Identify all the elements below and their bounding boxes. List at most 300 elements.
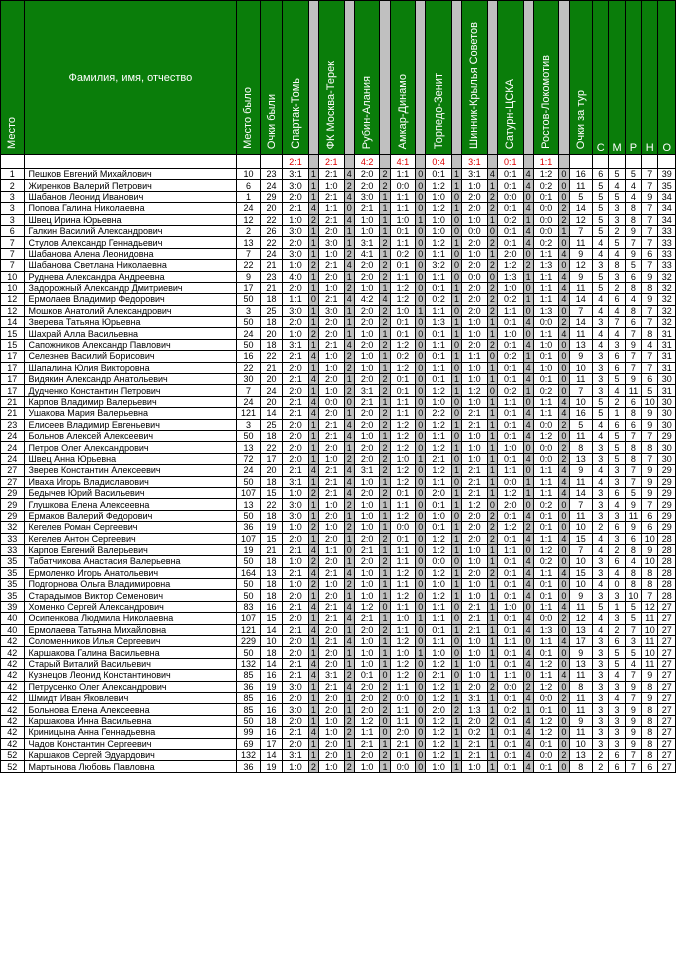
cell-pred-7: 2:0: [497, 499, 523, 510]
cell-pts-3: 1: [380, 476, 390, 487]
table-row: [1, 715, 676, 726]
cell-points-before: 18: [260, 590, 283, 601]
cell-pred-8: 0:2: [533, 237, 559, 248]
cell-m: 3: [609, 271, 625, 282]
cell-place-before: 121: [237, 624, 261, 635]
cell-points-before: 23: [260, 169, 283, 180]
cell-pred-7: 0:1: [497, 567, 523, 578]
cell-pred-3: 2:0: [354, 681, 380, 692]
cell-s: 4: [593, 419, 609, 430]
cell-pts-3: 2: [380, 533, 390, 544]
cell-o: 28: [658, 590, 676, 601]
cell-pts-2: 2: [344, 282, 354, 293]
cell-pts-8: 2: [559, 214, 569, 225]
cell-pred-4: 0:0: [390, 761, 416, 772]
cell-pts-7: 2: [523, 681, 533, 692]
cell-pred-4: 1:0: [390, 613, 416, 624]
cell-pred-3: 1:0: [354, 567, 380, 578]
cell-pred-4: 1:2: [390, 282, 416, 293]
cell-pts-2: 2: [344, 761, 354, 772]
cell-o: 27: [658, 624, 676, 635]
cell-r: 6: [625, 271, 641, 282]
cell-points-before: 18: [260, 476, 283, 487]
cell-o: 27: [658, 601, 676, 612]
cell-n: 7: [642, 351, 658, 362]
cell-pred-6: 2:0: [462, 191, 488, 202]
cell-pred-7: 0:1: [497, 430, 523, 441]
cell-pts-3: 1: [380, 738, 390, 749]
cell-pred-2: 2:1: [319, 294, 345, 305]
cell-pred-6: 2:0: [462, 533, 488, 544]
cell-place-before: 2: [237, 225, 261, 236]
table-row: [1, 419, 676, 430]
cell-pts-8: 4: [559, 396, 569, 407]
cell-pred-8: 1:1: [533, 396, 559, 407]
table-row: [1, 351, 676, 362]
cell-pred-4: 0:1: [390, 328, 416, 339]
cell-pred-1: 2:0: [283, 362, 309, 373]
cell-pred-8: 0:0: [533, 225, 559, 236]
cell-pred-1: 1:0: [283, 522, 309, 533]
table-row: [1, 271, 676, 282]
cell-n: 5: [642, 385, 658, 396]
cell-pred-1: 2:1: [283, 567, 309, 578]
cell-pts-8: 0: [559, 704, 569, 715]
cell-pts-6: 1: [487, 727, 497, 738]
cell-pts-6: 1: [487, 374, 497, 385]
cell-pts-8: 0: [559, 556, 569, 567]
cell-m: 5: [609, 430, 625, 441]
cell-pred-5: 0:1: [426, 282, 452, 293]
cell-pred-1: 3:1: [283, 476, 309, 487]
cell-pred-6: 1:0: [462, 214, 488, 225]
cell-name: Ермолаева Татьяна Михайловна: [24, 624, 237, 635]
cell-pred-7: 1:1: [497, 305, 523, 316]
cell-pred-2: 2:0: [319, 510, 345, 521]
cell-points-before: 18: [260, 647, 283, 658]
cell-name: Шмидт Иван Яковлевич: [24, 692, 237, 703]
cell-points-before: 18: [260, 339, 283, 350]
cell-pts-1: 1: [308, 715, 318, 726]
cell-n: 11: [642, 613, 658, 624]
cell-pts-5: 0: [451, 453, 461, 464]
cell-pts-3: 1: [380, 613, 390, 624]
cell-pred-3: 1:0: [354, 658, 380, 669]
cell-place: 52: [1, 749, 25, 760]
cell-pred-2: 2:0: [319, 271, 345, 282]
cell-pts-8: 0: [559, 260, 569, 271]
table-row: [1, 544, 676, 555]
cell-points-before: 16: [260, 727, 283, 738]
cell-pred-8: 0:0: [533, 317, 559, 328]
cell-pred-4: 1:0: [390, 647, 416, 658]
cell-pred-3: 1:0: [354, 510, 380, 521]
header-match-6: Шинник-Крылья Советов: [462, 1, 488, 155]
cell-pts-8: 0: [559, 499, 569, 510]
cell-pred-2: 2:1: [319, 214, 345, 225]
cell-name: Швец Ирина Юрьевна: [24, 214, 237, 225]
cell-pts-3: 1: [380, 567, 390, 578]
cell-pts-5: 1: [451, 727, 461, 738]
cell-place: 42: [1, 636, 25, 647]
cell-pts-3: 2: [380, 385, 390, 396]
cell-pts-4: 0: [416, 590, 426, 601]
cell-pred-5: 1:2: [426, 533, 452, 544]
cell-place: 35: [1, 579, 25, 590]
cell-pred-1: 2:0: [283, 533, 309, 544]
cell-pred-2: 1:0: [319, 522, 345, 533]
cell-pts-7: 1: [523, 271, 533, 282]
table-row: [1, 408, 676, 419]
cell-pred-6: 1:0: [462, 647, 488, 658]
cell-pred-3: 4:2: [354, 294, 380, 305]
cell-pts-4: 0: [416, 658, 426, 669]
cell-pts-6: 1: [487, 670, 497, 681]
cell-n: 7: [642, 362, 658, 373]
cell-points-before: 20: [260, 396, 283, 407]
cell-o: 33: [658, 260, 676, 271]
cell-pts-2: 4: [344, 601, 354, 612]
cell-name: Осипенкова Людмила Николаевна: [24, 613, 237, 624]
cell-pred-6: 1:0: [462, 636, 488, 647]
cell-pts-2: 1: [344, 237, 354, 248]
cell-r: 9: [625, 225, 641, 236]
cell-pred-5: 1:2: [426, 180, 452, 191]
results-row: [1, 155, 676, 169]
cell-place-before: 12: [237, 214, 261, 225]
header-place-before: Место было: [237, 1, 261, 155]
cell-pred-1: 2:1: [283, 465, 309, 476]
cell-pred-5: 1:2: [426, 692, 452, 703]
table-row: [1, 601, 676, 612]
cell-n: 9: [642, 271, 658, 282]
cell-pts-5: 0: [451, 191, 461, 202]
cell-name: Старый Виталий Васильевич: [24, 658, 237, 669]
cell-place: 35: [1, 567, 25, 578]
cell-r: 8: [625, 408, 641, 419]
cell-pred-5: 1:0: [426, 225, 452, 236]
cell-m: 2: [609, 544, 625, 555]
cell-pts-4: 1: [416, 613, 426, 624]
cell-pred-3: 2:0: [354, 419, 380, 430]
cell-pred-5: 1:2: [426, 738, 452, 749]
cell-pred-3: 2:0: [354, 374, 380, 385]
cell-pred-2: 1:0: [319, 727, 345, 738]
cell-pred-3: 2:0: [354, 704, 380, 715]
cell-pred-5: 1:2: [426, 590, 452, 601]
cell-pts-1: 4: [308, 351, 318, 362]
cell-place-before: 132: [237, 658, 261, 669]
cell-name: Задорожный Александр Дмитриевич: [24, 282, 237, 293]
cell-pred-4: 1:1: [390, 271, 416, 282]
cell-pred-4: 1:1: [390, 544, 416, 555]
cell-pred-1: 3:1: [283, 749, 309, 760]
cell-n: 10: [642, 624, 658, 635]
cell-pred-8: 0:1: [533, 647, 559, 658]
table-row: [1, 522, 676, 533]
cell-pred-7: 0:2: [497, 294, 523, 305]
cell-pred-6: 1:2: [462, 385, 488, 396]
cell-place-before: 50: [237, 579, 261, 590]
cell-pred-2: 2:1: [319, 476, 345, 487]
table-row: [1, 260, 676, 271]
cell-tour-points: 11: [569, 601, 593, 612]
cell-pred-7: 1:0: [497, 328, 523, 339]
table-row: [1, 430, 676, 441]
cell-points-before: 15: [260, 487, 283, 498]
cell-pts-4: 0: [416, 237, 426, 248]
cell-n: 4: [642, 339, 658, 350]
cell-pred-8: 0:1: [533, 738, 559, 749]
cell-pred-8: 0:1: [533, 351, 559, 362]
cell-s: 4: [593, 476, 609, 487]
cell-pts-8: 0: [559, 658, 569, 669]
cell-pred-3: 1:0: [354, 430, 380, 441]
cell-o: 27: [658, 704, 676, 715]
cell-pred-7: 1:1: [497, 396, 523, 407]
cell-m: 5: [609, 191, 625, 202]
cell-pts-4: 0: [416, 556, 426, 567]
cell-o: 27: [658, 636, 676, 647]
header-match-3: Рубин-Алания: [354, 1, 380, 155]
cell-pts-7: 4: [523, 624, 533, 635]
cell-pred-7: 0:1: [497, 374, 523, 385]
cell-pts-5: 1: [451, 692, 461, 703]
cell-pred-5: 1:3: [426, 317, 452, 328]
cell-pred-3: 2:0: [354, 339, 380, 350]
cell-pred-1: 2:0: [283, 715, 309, 726]
cell-pred-6: 1:0: [462, 180, 488, 191]
cell-pts-3: 1: [380, 636, 390, 647]
cell-pts-1: 1: [308, 248, 318, 259]
cell-pts-2: 4: [344, 487, 354, 498]
cell-pts-1: 1: [308, 738, 318, 749]
cell-pts-5: 0: [451, 214, 461, 225]
cell-pred-2: 2:0: [319, 658, 345, 669]
cell-pts-6: 1: [487, 590, 497, 601]
cell-pts-4: 0: [416, 601, 426, 612]
table-row: [1, 465, 676, 476]
cell-pts-2: 4: [344, 169, 354, 180]
cell-pred-4: 1:2: [390, 636, 416, 647]
cell-pred-8: 1:1: [533, 408, 559, 419]
cell-pts-7: 0: [523, 499, 533, 510]
cell-pred-7: 0:1: [497, 761, 523, 772]
cell-place: 42: [1, 658, 25, 669]
cell-o: 29: [658, 465, 676, 476]
table-row: [1, 248, 676, 259]
cell-pred-5: 1:2: [426, 203, 452, 214]
cell-m: 8: [609, 260, 625, 271]
cell-pts-4: 0: [416, 499, 426, 510]
cell-pts-3: 4: [380, 294, 390, 305]
cell-pts-5: 1: [451, 715, 461, 726]
cell-n: 10: [642, 396, 658, 407]
cell-o: 33: [658, 225, 676, 236]
cell-pts-3: 2: [380, 237, 390, 248]
cell-s: 4: [593, 465, 609, 476]
cell-pred-5: 1:2: [426, 567, 452, 578]
cell-pts-4: 0: [416, 670, 426, 681]
cell-pred-1: 2:0: [283, 317, 309, 328]
cell-name: Сапожников Александр Павлович: [24, 339, 237, 350]
cell-name: Ермолаев Владимир Федорович: [24, 294, 237, 305]
table-row: [1, 749, 676, 760]
cell-pred-5: 1:1: [426, 476, 452, 487]
cell-pts-8: 0: [559, 647, 569, 658]
cell-name: Криницына Анна Геннадьевна: [24, 727, 237, 738]
result-match-4: 4:1: [390, 155, 416, 169]
cell-pts-7: 4: [523, 613, 533, 624]
cell-pts-5: 1: [451, 465, 461, 476]
cell-pred-3: 2:0: [354, 180, 380, 191]
cell-pts-5: 1: [451, 749, 461, 760]
cell-pred-7: 0:1: [497, 738, 523, 749]
cell-pred-6: 1:0: [462, 761, 488, 772]
cell-o: 30: [658, 419, 676, 430]
cell-m: 3: [609, 203, 625, 214]
cell-points-before: 21: [260, 282, 283, 293]
cell-pred-2: 3:0: [319, 237, 345, 248]
cell-pts-2: 4: [344, 681, 354, 692]
cell-pts-7: 0: [523, 305, 533, 316]
cell-pred-5: 1:2: [426, 658, 452, 669]
cell-place-before: 107: [237, 487, 261, 498]
cell-s: 3: [593, 442, 609, 453]
cell-points-before: 26: [260, 225, 283, 236]
cell-place-before: 107: [237, 613, 261, 624]
cell-pts-7: 1: [523, 704, 533, 715]
cell-place: 29: [1, 510, 25, 521]
cell-place-before: 69: [237, 738, 261, 749]
cell-pred-7: 0:1: [497, 647, 523, 658]
cell-pts-4: 0: [416, 487, 426, 498]
cell-pred-2: 1:0: [319, 362, 345, 373]
cell-pred-1: 2:1: [283, 396, 309, 407]
cell-pts-4: 0: [416, 727, 426, 738]
cell-s: 4: [593, 294, 609, 305]
cell-pred-7: 0:0: [497, 681, 523, 692]
cell-pts-2: 4: [344, 214, 354, 225]
cell-pred-2: 2:0: [319, 590, 345, 601]
cell-n: 7: [642, 225, 658, 236]
cell-pts-8: 2: [559, 613, 569, 624]
cell-points-before: 18: [260, 430, 283, 441]
cell-m: 3: [609, 465, 625, 476]
cell-name: Табатчикова Анастасия Валерьевна: [24, 556, 237, 567]
table-row: [1, 487, 676, 498]
cell-m: 4: [609, 670, 625, 681]
cell-pred-2: 1:1: [319, 203, 345, 214]
cell-o: 31: [658, 339, 676, 350]
cell-o: 34: [658, 203, 676, 214]
cell-pred-5: 2:0: [426, 487, 452, 498]
cell-pred-3: 2:1: [354, 738, 380, 749]
cell-pred-1: 1:0: [283, 260, 309, 271]
cell-pts-2: 1: [344, 317, 354, 328]
cell-pts-6: 4: [487, 169, 497, 180]
cell-pts-4: 0: [416, 430, 426, 441]
cell-tour-points: 10: [569, 362, 593, 373]
cell-pred-5: 1:0: [426, 579, 452, 590]
cell-pts-5: 1: [451, 624, 461, 635]
cell-m: 3: [609, 704, 625, 715]
result-match-3: 4:2: [354, 155, 380, 169]
cell-n: 7: [642, 317, 658, 328]
cell-pred-2: 1:0: [319, 351, 345, 362]
cell-pred-7: 0:1: [497, 579, 523, 590]
cell-o: 33: [658, 237, 676, 248]
table-row: [1, 499, 676, 510]
cell-pts-2: 2: [344, 362, 354, 373]
cell-pred-8: 1:1: [533, 248, 559, 259]
cell-n: 8: [642, 727, 658, 738]
cell-name: Руднева Александра Андреевна: [24, 271, 237, 282]
cell-pred-8: 1:1: [533, 567, 559, 578]
cell-pred-3: 2:0: [354, 442, 380, 453]
cell-points-before: 20: [260, 465, 283, 476]
cell-tour-points: 13: [569, 624, 593, 635]
cell-pts-6: 1: [487, 442, 497, 453]
cell-points-before: 19: [260, 761, 283, 772]
cell-pred-5: 1:2: [426, 544, 452, 555]
cell-o: 39: [658, 169, 676, 180]
cell-pred-7: 1:2: [497, 260, 523, 271]
header-n: Н: [642, 1, 658, 155]
cell-pred-3: 2:0: [354, 169, 380, 180]
cell-r: 6: [625, 419, 641, 430]
cell-pts-2: 4: [344, 191, 354, 202]
cell-o: 32: [658, 305, 676, 316]
cell-pred-4: 1:1: [390, 556, 416, 567]
result-match-5: 0:4: [426, 155, 452, 169]
cell-m: 4: [609, 328, 625, 339]
cell-pts-6: 2: [487, 522, 497, 533]
cell-tour-points: 13: [569, 339, 593, 350]
cell-pred-4: 0:1: [390, 385, 416, 396]
cell-m: 5: [609, 647, 625, 658]
cell-pts-2: 0: [344, 396, 354, 407]
cell-pred-5: 2:0: [426, 704, 452, 715]
cell-pts-5: 1: [451, 317, 461, 328]
cell-pts-4: 0: [416, 476, 426, 487]
cell-r: 8: [625, 579, 641, 590]
header-match-4: Амкар-Динамо: [390, 1, 416, 155]
cell-pred-7: 0:1: [497, 419, 523, 430]
result-match-8: 1:1: [533, 155, 559, 169]
cell-pred-6: 2:1: [462, 408, 488, 419]
cell-n: 8: [642, 282, 658, 293]
cell-tour-points: 9: [569, 715, 593, 726]
cell-pred-4: 1:1: [390, 191, 416, 202]
cell-name: Кегелев Роман Сергеевич: [24, 522, 237, 533]
cell-pred-7: 1:1: [497, 465, 523, 476]
cell-pred-7: 0:1: [497, 453, 523, 464]
cell-pts-3: 1: [380, 761, 390, 772]
cell-pts-3: 0: [380, 670, 390, 681]
cell-pts-4: 0: [416, 749, 426, 760]
cell-pts-8: 4: [559, 533, 569, 544]
cell-pred-5: 1:1: [426, 430, 452, 441]
table-row: [1, 203, 676, 214]
cell-pts-4: 0: [416, 339, 426, 350]
cell-pred-5: 0:1: [426, 328, 452, 339]
header-match-1: Спартак-Томь: [283, 1, 309, 155]
cell-s: 3: [593, 636, 609, 647]
cell-pred-7: 1:1: [497, 670, 523, 681]
cell-place-before: 99: [237, 727, 261, 738]
cell-pred-1: 2:1: [283, 408, 309, 419]
